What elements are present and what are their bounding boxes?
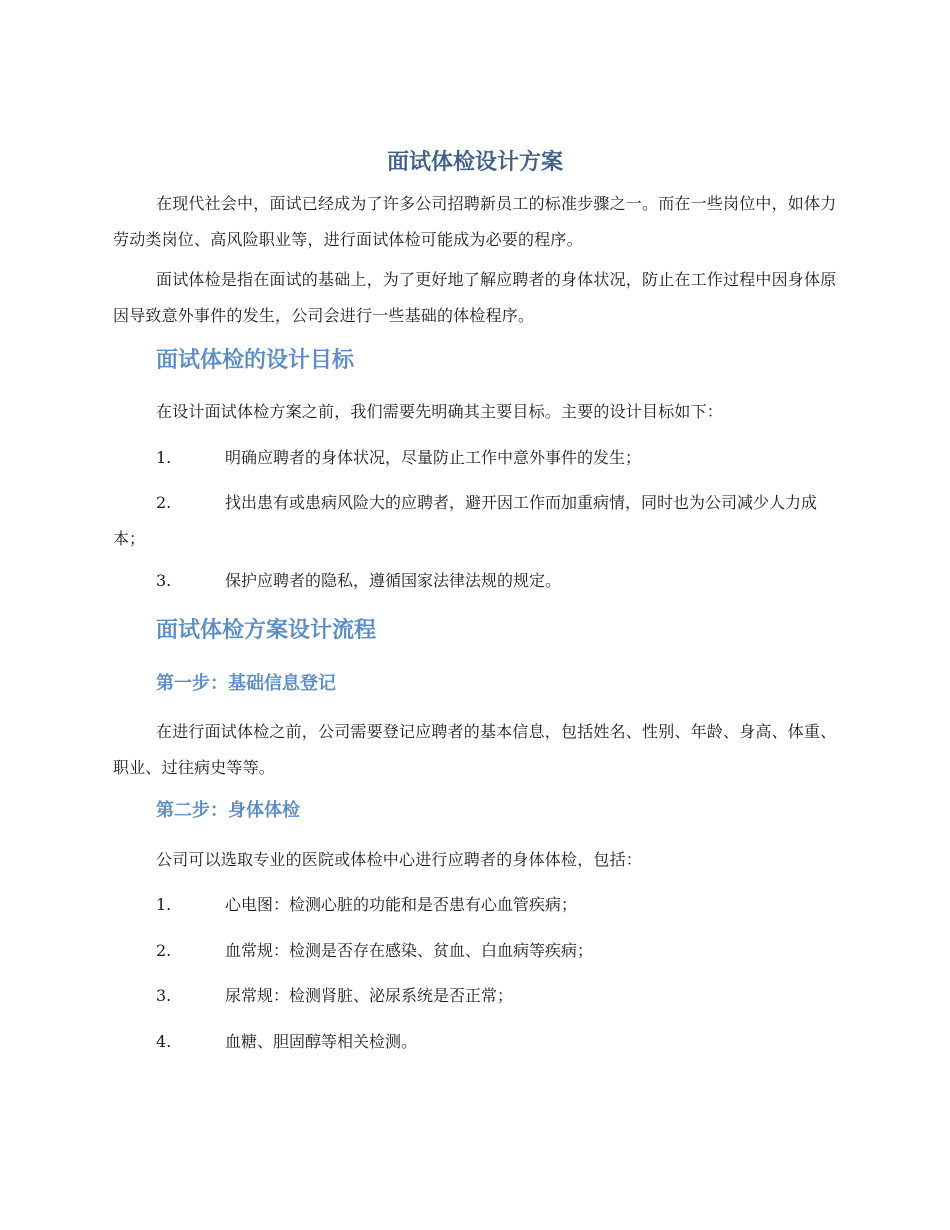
list-number: 1. bbox=[156, 895, 172, 914]
list-number: 1. bbox=[156, 448, 172, 467]
step1-paragraph: 在进行面试体检之前，公司需要登记应聘者的基本信息，包括姓名、性别、年龄、身高、体重、职业、过往病史等等。 bbox=[113, 722, 837, 777]
list-text: 明确应聘者的身体状况，尽量防止工作中意外事件的发生； bbox=[225, 448, 642, 467]
list-text: 血糖、胆固醇等相关检测。 bbox=[225, 1032, 418, 1051]
section-heading-process: 面试体检方案设计流程 bbox=[156, 618, 377, 643]
exam-list-item bbox=[113, 978, 840, 1014]
goal-list-item bbox=[113, 485, 840, 557]
list-text: 保护应聘者的隐私，遵循国家法律法规的规定。 bbox=[225, 571, 562, 590]
intro-paragraph-1: 在现代社会中，面试已经成为了许多公司招聘新员工的标准步骤之一。而在一些岗位中，如体力劳动类岗位、高风险职业等，进行面试体检可能成为必要的程序。 bbox=[113, 194, 837, 249]
step2-lead-paragraph: 公司可以选取专业的医院或体检中心进行应聘者的身体体检，包括： bbox=[156, 850, 643, 869]
step2-heading: 第二步：身体体检 bbox=[156, 800, 300, 821]
exam-list-item bbox=[113, 1024, 840, 1060]
step1-heading: 第一步：基础信息登记 bbox=[156, 673, 336, 694]
goal-list-item bbox=[113, 563, 840, 599]
list-number: 3. bbox=[156, 571, 172, 590]
list-number: 4. bbox=[156, 1032, 172, 1051]
document-title: 面试体检设计方案 bbox=[386, 150, 563, 175]
list-text: 找出患有或患病风险大的应聘者，避开因工作而加重病情，同时也为公司减少人力成本； bbox=[113, 493, 818, 548]
list-number: 2. bbox=[156, 493, 172, 512]
list-text: 血常规：检测是否存在感染、贫血、白血病等疾病； bbox=[225, 941, 594, 960]
section-heading-goals: 面试体检的设计目标 bbox=[156, 348, 355, 373]
intro-paragraph-2: 面试体检是指在面试的基础上，为了更好地了解应聘者的身体状况，防止在工作过程中因身体原因导致意外事件的发生，公司会进行一些基础的体检程序。 bbox=[113, 270, 837, 325]
list-text: 心电图：检测心脏的功能和是否患有心血管疾病； bbox=[225, 895, 578, 914]
exam-list-item bbox=[113, 933, 840, 969]
exam-list-item bbox=[113, 887, 840, 923]
goals-lead-paragraph: 在设计面试体检方案之前，我们需要先明确其主要目标。主要的设计目标如下： bbox=[156, 402, 724, 421]
list-number: 3. bbox=[156, 986, 172, 1005]
list-number: 2. bbox=[156, 941, 172, 960]
goal-list-item bbox=[113, 440, 840, 476]
list-text: 尿常规：检测肾脏、泌尿系统是否正常； bbox=[225, 986, 514, 1005]
